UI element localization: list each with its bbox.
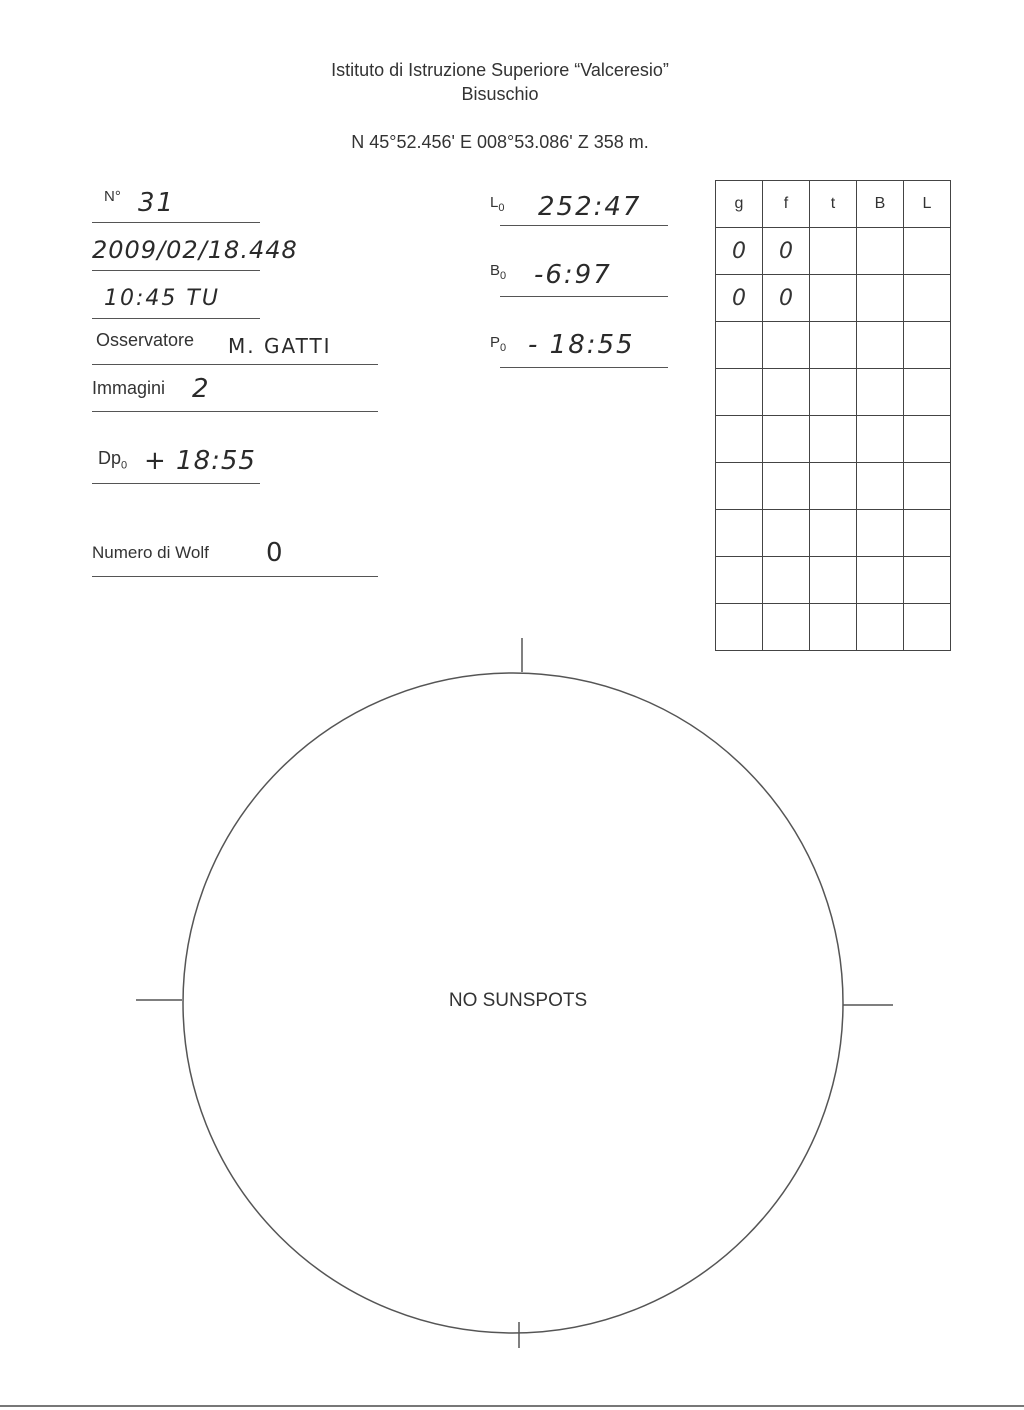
wolf-value: 0 [266, 538, 285, 568]
table-cell-B [857, 228, 904, 275]
table-cell-g [716, 369, 763, 416]
table-cell-B [857, 463, 904, 510]
observer-rule [92, 364, 378, 365]
table-cell-f [763, 604, 810, 651]
observer-value: M. GATTI [228, 334, 332, 358]
no-sunspots-note: NO SUNSPOTS [448, 990, 588, 1011]
table-row [716, 322, 951, 369]
table-cell-g: 0 [716, 228, 763, 275]
p0-rule [500, 367, 668, 368]
l0-value: 252:47 [538, 192, 642, 222]
time-value: 10:45 TU [104, 286, 220, 311]
table-row [716, 416, 951, 463]
table-cell-g [716, 416, 763, 463]
b0-value: -6:97 [534, 260, 612, 290]
table-cell-g [716, 322, 763, 369]
table-cell-L [904, 275, 951, 322]
table-cell-L [904, 322, 951, 369]
dp0-label-main: Dp [98, 448, 122, 468]
table-cell-B [857, 275, 904, 322]
p0-label-sub: 0 [500, 342, 507, 354]
table-cell-g [716, 510, 763, 557]
institute-town: Bisuschio [461, 84, 539, 104]
l0-label-sub: 0 [498, 202, 505, 214]
time-rule [92, 318, 260, 319]
table-cell-B [857, 322, 904, 369]
table-cell-t [810, 510, 857, 557]
table-cell-f [763, 557, 810, 604]
table-cell-L [904, 369, 951, 416]
b0-rule [500, 296, 668, 297]
table-header-B: B [857, 181, 904, 228]
table-cell-t [810, 369, 857, 416]
p0-value: - 18:55 [528, 330, 635, 360]
table-cell-B [857, 416, 904, 463]
table-row [716, 510, 951, 557]
observer-label: Osservatore [96, 330, 195, 350]
table-cell-t [810, 463, 857, 510]
table-row [716, 275, 951, 322]
table-cell-t [810, 416, 857, 463]
table-cell-L [904, 510, 951, 557]
institute-title: Istituto di Istruzione Superiore “Valceresio” [331, 60, 669, 80]
table-row [716, 557, 951, 604]
l0-label [490, 194, 504, 214]
p0-label [490, 334, 506, 354]
p0-label-main: P [490, 334, 501, 351]
table-cell-B [857, 604, 904, 651]
number-value: 31 [138, 188, 176, 218]
datecode-value: 2009/02/18.448 [92, 236, 298, 264]
table-row [716, 369, 951, 416]
l0-rule [500, 225, 668, 226]
table-cell-g [716, 557, 763, 604]
table-cell-g [716, 604, 763, 651]
table-cell-t [810, 604, 857, 651]
number-rule [92, 222, 260, 223]
table-cell-f [763, 510, 810, 557]
table-cell-L [904, 557, 951, 604]
table-cell-f: 0 [763, 228, 810, 275]
images-value: 2 [192, 374, 211, 404]
l0-label-main: L [490, 194, 499, 211]
table-cell-B [857, 557, 904, 604]
table-cell-t [810, 557, 857, 604]
site-coordinates: N 45°52.456' E 008°53.086' Z 358 m. [351, 132, 649, 152]
observation-table [715, 180, 951, 651]
table-header-row [716, 181, 951, 228]
b0-label-main: B [490, 262, 501, 279]
dp0-value: + 18:55 [144, 446, 256, 476]
images-label: Immagini [92, 378, 166, 398]
table-cell-L [904, 228, 951, 275]
b0-label-sub: 0 [500, 270, 507, 282]
dp0-label-sub: 0 [121, 459, 128, 472]
table-row [716, 604, 951, 651]
b0-label [490, 262, 506, 282]
table-header-L: L [904, 181, 951, 228]
number-label: N° [104, 188, 121, 205]
table-cell-L [904, 604, 951, 651]
table-cell-f: 0 [763, 275, 810, 322]
table-row [716, 463, 951, 510]
table-cell-t [810, 275, 857, 322]
table-header-f: f [763, 181, 810, 228]
table-cell-f [763, 416, 810, 463]
table-header-g: g [716, 181, 763, 228]
table-cell-t [810, 322, 857, 369]
table-cell-L [904, 463, 951, 510]
table-cell-B [857, 510, 904, 557]
table-cell-f [763, 463, 810, 510]
table-cell-f [763, 369, 810, 416]
wolf-rule [92, 576, 378, 577]
table-cell-g: 0 [716, 275, 763, 322]
table-cell-g [716, 463, 763, 510]
table-cell-L [904, 416, 951, 463]
dp0-rule [92, 483, 260, 484]
datecode-rule [92, 270, 260, 271]
table-row [716, 228, 951, 275]
table-header-t: t [810, 181, 857, 228]
table-cell-f [763, 322, 810, 369]
wolf-label: Numero di Wolf [92, 543, 209, 562]
images-rule [92, 411, 378, 412]
table-cell-t [810, 228, 857, 275]
table-cell-B [857, 369, 904, 416]
dp0-label [98, 448, 127, 472]
